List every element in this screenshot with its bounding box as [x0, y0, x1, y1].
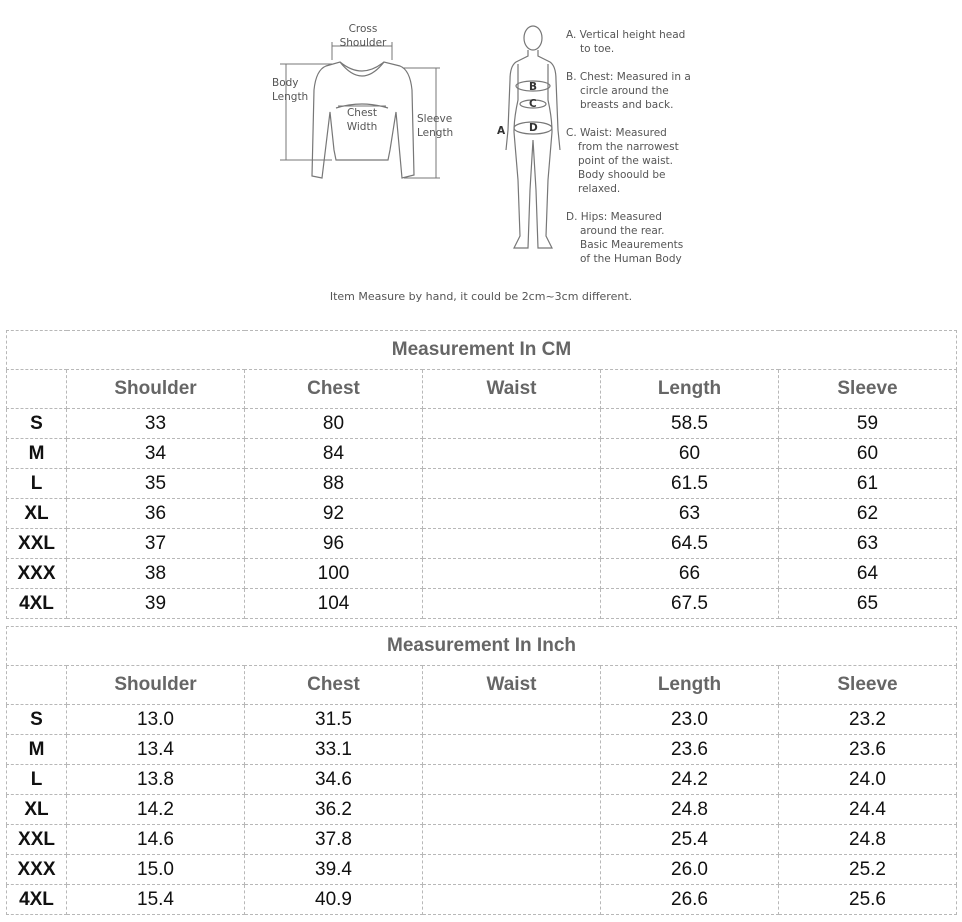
cell-chest: 84 — [245, 439, 423, 469]
cell-waist — [423, 735, 601, 765]
cell-size: 4XL — [7, 589, 67, 619]
note-line: B. Chest: Measured in a — [566, 71, 691, 83]
cell-shoulder: 14.2 — [67, 795, 245, 825]
garment-and-body-illustration — [0, 0, 962, 290]
cell-length: 23.6 — [601, 735, 779, 765]
note-line: from the narrowest — [578, 141, 679, 153]
cell-size: M — [7, 439, 67, 469]
table-row — [7, 795, 957, 825]
label-line: Shoulder — [339, 37, 387, 49]
chest-width-label — [344, 106, 380, 134]
cell-chest: 36.2 — [245, 795, 423, 825]
cell-chest: 80 — [245, 409, 423, 439]
cell-sleeve: 64 — [779, 559, 957, 589]
note-c — [566, 126, 679, 196]
cell-chest: 100 — [245, 559, 423, 589]
header-row — [7, 370, 957, 409]
cell-size: XXL — [7, 529, 67, 559]
cell-size: XL — [7, 795, 67, 825]
note-line: circle around the — [580, 85, 669, 97]
header-sleeve: Sleeve — [779, 666, 957, 705]
table-row — [7, 885, 957, 915]
header-shoulder: Shoulder — [67, 370, 245, 409]
note-line: D. Hips: Measured — [566, 211, 662, 223]
table-row — [7, 469, 957, 499]
cell-shoulder: 13.0 — [67, 705, 245, 735]
size-table-cm — [6, 330, 957, 619]
note-a — [566, 28, 685, 56]
note-line: point of the waist. — [578, 155, 674, 167]
cell-shoulder: 15.4 — [67, 885, 245, 915]
cell-shoulder: 36 — [67, 499, 245, 529]
cell-shoulder: 35 — [67, 469, 245, 499]
cell-chest: 34.6 — [245, 765, 423, 795]
header-row — [7, 666, 957, 705]
marker-a: A — [497, 125, 506, 137]
cell-shoulder: 38 — [67, 559, 245, 589]
cell-size: L — [7, 469, 67, 499]
cell-size: XXX — [7, 855, 67, 885]
cell-sleeve: 24.8 — [779, 825, 957, 855]
cell-length: 24.8 — [601, 795, 779, 825]
cell-length: 66 — [601, 559, 779, 589]
cell-size: XL — [7, 499, 67, 529]
cell-size: L — [7, 765, 67, 795]
table-row — [7, 439, 957, 469]
sleeve-length-label — [417, 112, 453, 140]
cell-chest: 40.9 — [245, 885, 423, 915]
cell-sleeve: 23.2 — [779, 705, 957, 735]
cell-size: S — [7, 705, 67, 735]
cell-shoulder: 14.6 — [67, 825, 245, 855]
cell-sleeve: 61 — [779, 469, 957, 499]
cell-sleeve: 25.2 — [779, 855, 957, 885]
table-title: Measurement In Inch — [7, 627, 957, 666]
label-line: Chest — [346, 107, 378, 119]
cell-chest: 39.4 — [245, 855, 423, 885]
note-line: breasts and back. — [580, 99, 674, 111]
header-shoulder: Shoulder — [67, 666, 245, 705]
table-row — [7, 409, 957, 439]
header-waist: Waist — [423, 666, 601, 705]
measurement-disclaimer: Item Measure by hand, it could be 2cm~3cm different. — [329, 290, 633, 303]
human-body-icon — [506, 26, 560, 248]
cell-length: 58.5 — [601, 409, 779, 439]
cell-waist — [423, 795, 601, 825]
cell-sleeve: 59 — [779, 409, 957, 439]
note-line: Basic Meaurements — [580, 239, 684, 251]
note-line: relaxed. — [578, 183, 621, 195]
cross-shoulder-label — [338, 22, 388, 50]
cell-sleeve: 23.6 — [779, 735, 957, 765]
cell-length: 24.2 — [601, 765, 779, 795]
cell-size: 4XL — [7, 885, 67, 915]
note-line: Body shoould be — [578, 169, 666, 181]
cell-waist — [423, 589, 601, 619]
cell-size: S — [7, 409, 67, 439]
cell-waist — [423, 855, 601, 885]
cell-shoulder: 34 — [67, 439, 245, 469]
table-body — [7, 409, 957, 619]
label-line: Body — [272, 77, 299, 89]
cell-length: 25.4 — [601, 825, 779, 855]
cell-waist — [423, 705, 601, 735]
size-table-inch — [6, 626, 957, 915]
cell-waist — [423, 439, 601, 469]
cell-shoulder: 39 — [67, 589, 245, 619]
header-length: Length — [601, 666, 779, 705]
label-line: Length — [272, 91, 309, 103]
table-row — [7, 765, 957, 795]
cell-waist — [423, 885, 601, 915]
cell-chest: 37.8 — [245, 825, 423, 855]
marker-d: D — [529, 122, 538, 134]
cell-chest: 31.5 — [245, 705, 423, 735]
note-line: A. Vertical height head — [566, 29, 686, 41]
cell-sleeve: 60 — [779, 439, 957, 469]
label-line: Length — [417, 127, 454, 139]
table-row — [7, 559, 957, 589]
cell-shoulder: 13.8 — [67, 765, 245, 795]
header-length: Length — [601, 370, 779, 409]
cell-length: 64.5 — [601, 529, 779, 559]
cell-chest: 96 — [245, 529, 423, 559]
header-size — [7, 370, 67, 409]
cell-waist — [423, 499, 601, 529]
header-chest: Chest — [245, 370, 423, 409]
cell-length: 26.0 — [601, 855, 779, 885]
cell-sleeve: 63 — [779, 529, 957, 559]
cell-waist — [423, 469, 601, 499]
cell-length: 67.5 — [601, 589, 779, 619]
note-line: of the Human Body — [580, 253, 682, 265]
table-row — [7, 499, 957, 529]
cell-chest: 104 — [245, 589, 423, 619]
table-row — [7, 589, 957, 619]
label-line: Cross — [348, 23, 378, 35]
measurement-diagram — [0, 0, 962, 322]
cell-chest: 33.1 — [245, 735, 423, 765]
cell-waist — [423, 559, 601, 589]
cell-sleeve: 24.0 — [779, 765, 957, 795]
cell-length: 61.5 — [601, 469, 779, 499]
cell-length: 23.0 — [601, 705, 779, 735]
cell-shoulder: 33 — [67, 409, 245, 439]
header-size — [7, 666, 67, 705]
table-body — [7, 705, 957, 915]
body-length-label — [272, 76, 308, 104]
header-sleeve: Sleeve — [779, 370, 957, 409]
cell-size: XXX — [7, 559, 67, 589]
cell-shoulder: 37 — [67, 529, 245, 559]
table-row — [7, 529, 957, 559]
cell-sleeve: 65 — [779, 589, 957, 619]
cell-size: M — [7, 735, 67, 765]
table-row — [7, 735, 957, 765]
table-row — [7, 825, 957, 855]
cell-sleeve: 25.6 — [779, 885, 957, 915]
note-d — [566, 210, 683, 266]
cell-shoulder: 13.4 — [67, 735, 245, 765]
note-line: to toe. — [580, 43, 615, 55]
note-line: C. Waist: Measured — [566, 127, 667, 139]
cell-waist — [423, 825, 601, 855]
marker-b: B — [529, 81, 538, 93]
cell-sleeve: 62 — [779, 499, 957, 529]
label-line: Sleeve — [417, 113, 453, 125]
cell-waist — [423, 529, 601, 559]
header-chest: Chest — [245, 666, 423, 705]
note-b — [566, 70, 691, 112]
table-row — [7, 705, 957, 735]
cell-chest: 88 — [245, 469, 423, 499]
cell-chest: 92 — [245, 499, 423, 529]
cell-waist — [423, 409, 601, 439]
label-line: Width — [346, 121, 378, 133]
cell-length: 26.6 — [601, 885, 779, 915]
table-row — [7, 855, 957, 885]
cell-sleeve: 24.4 — [779, 795, 957, 825]
cell-length: 63 — [601, 499, 779, 529]
cell-waist — [423, 765, 601, 795]
cell-length: 60 — [601, 439, 779, 469]
header-waist: Waist — [423, 370, 601, 409]
marker-c: C — [529, 98, 537, 110]
table-title: Measurement In CM — [7, 331, 957, 370]
cell-size: XXL — [7, 825, 67, 855]
cell-shoulder: 15.0 — [67, 855, 245, 885]
note-line: around the rear. — [580, 225, 665, 237]
